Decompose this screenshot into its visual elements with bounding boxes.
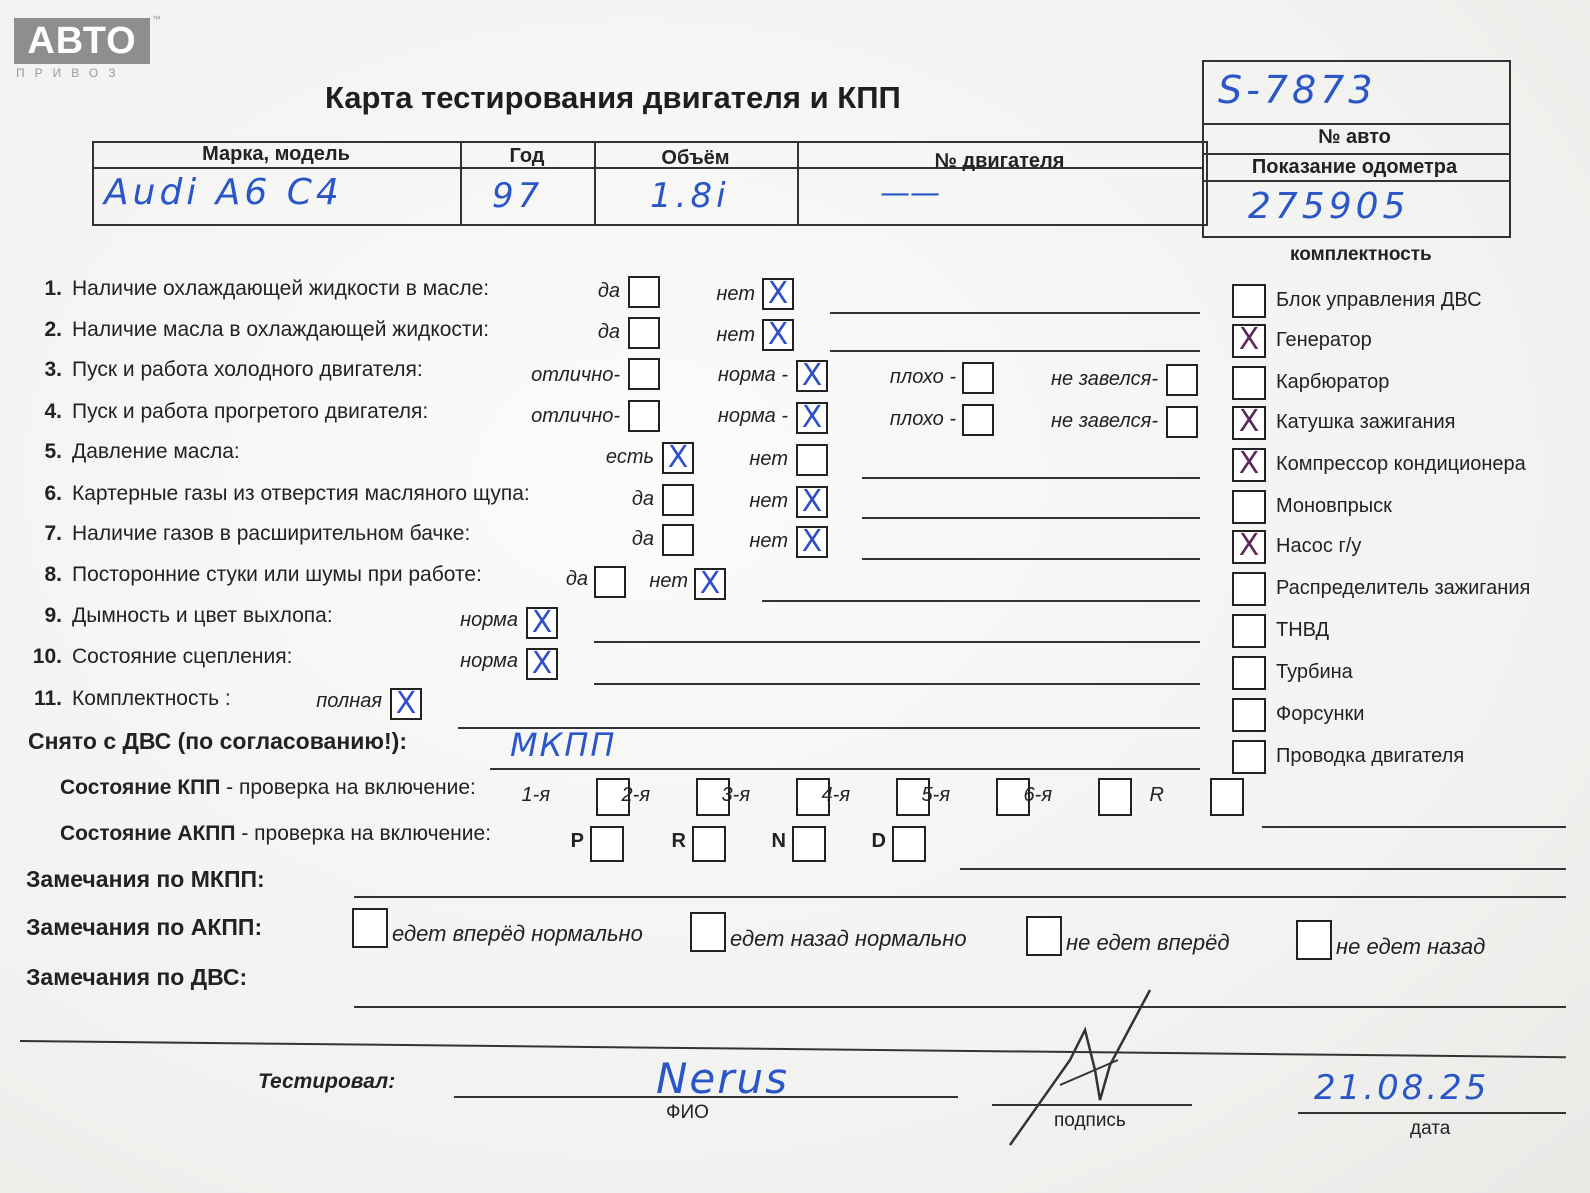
check-mark: X (801, 484, 823, 519)
odometer-value: 275905 (1248, 186, 1410, 227)
checkbox-11-full[interactable] (390, 688, 422, 720)
answer-line-8 (762, 600, 1200, 602)
car-number-divider (1202, 123, 1509, 125)
mkpp-label (60, 776, 476, 800)
item-label: Давление масла: (72, 440, 240, 463)
item-10 (28, 645, 292, 669)
tested-label: Тестировал: (258, 1070, 396, 1093)
check-mark: X (395, 686, 417, 721)
item-number: 8. (44, 563, 62, 586)
mkpp-line (1262, 826, 1566, 828)
akpp-label-rest: - проверка на включение: (235, 822, 492, 845)
date-value: 21.08.25 (1314, 1068, 1490, 1108)
completeness-checkbox[interactable] (1232, 698, 1266, 732)
car-number-label: № авто (1318, 126, 1391, 148)
completeness-item-label: Катушка зажигания (1276, 411, 1456, 433)
completeness-title: комплектность (1290, 244, 1432, 265)
answer-line-7 (862, 558, 1200, 560)
check-mark: X (801, 524, 823, 559)
odometer-label-divider (1202, 180, 1509, 182)
checkbox-3-not-started[interactable] (1166, 364, 1198, 396)
fio-line (454, 1096, 958, 1098)
option-bad: плохо - (889, 408, 956, 430)
odometer-label: Показание одометра (1251, 156, 1458, 178)
completeness-item-label: Блок управления ДВС (1276, 289, 1482, 311)
option-yes: да (597, 321, 620, 343)
mkpp-gear-label: 1-я (521, 784, 550, 806)
check-mark: X (801, 400, 823, 435)
answer-line-1 (830, 312, 1200, 314)
completeness-checkbox[interactable] (1232, 324, 1266, 358)
item-label: Пуск и работа прогретого двигателя: (72, 400, 429, 423)
akpp-gear-label: R (671, 830, 686, 852)
engine-number-value: —— (880, 176, 940, 211)
removed-label: Снято с ДВС (по согласованию!): (28, 728, 407, 754)
item-3 (28, 358, 423, 382)
remarks-extra-line (20, 1040, 1566, 1058)
checkbox-6-yes[interactable] (662, 484, 694, 516)
check-mark: X (531, 605, 553, 640)
checkbox-3-bad[interactable] (962, 362, 994, 394)
option-excellent: отлично- (531, 405, 620, 427)
item-label: Наличие газов в расширительном бачке: (72, 522, 471, 545)
item-label: Наличие масла в охлаждающей жидкости: (72, 318, 490, 341)
completeness-checkbox[interactable] (1232, 740, 1266, 774)
item-number: 4. (44, 400, 62, 423)
item-label: Наличие охлаждающей жидкости в масле: (72, 277, 490, 300)
completeness-checkbox[interactable] (1232, 490, 1266, 524)
completeness-checkbox[interactable] (1232, 530, 1266, 564)
remarks-mkpp-label: Замечания по МКПП: (26, 866, 265, 892)
akpp-option-no-forward: не едет вперёд (1066, 930, 1230, 955)
remarks-mkpp-line (354, 896, 1566, 898)
check-mark: X (1238, 322, 1260, 357)
check-mark: X (699, 566, 721, 601)
akpp-option-no-backward: не едет назад (1336, 934, 1486, 959)
akpp-gear-checkbox[interactable] (692, 826, 726, 862)
check-mark: X (531, 646, 553, 681)
item-label: Картерные газы из отверстия масляного щупа: (72, 482, 530, 505)
logo: АВТО (14, 18, 150, 64)
akpp-label-bold: Состояние АКПП (60, 822, 236, 845)
car-number-value: S-7873 (1218, 68, 1377, 112)
akpp-gear-checkbox[interactable] (792, 826, 826, 862)
mkpp-label-bold: Состояние КПП (60, 776, 221, 799)
logo-subtitle: ПРИВОЗ (16, 66, 126, 80)
check-mark: X (1238, 528, 1260, 563)
completeness-item-label: Компрессор кондиционера (1276, 453, 1526, 475)
item-label: Комплектность : (72, 687, 231, 710)
completeness-checkbox[interactable] (1232, 366, 1266, 400)
check-mark: X (1238, 446, 1260, 481)
akpp-line (960, 868, 1566, 870)
checkbox-2-yes[interactable] (628, 317, 660, 349)
option-bad: плохо - (889, 366, 956, 388)
option-yes: да (631, 528, 654, 550)
item-number: 2. (44, 318, 62, 341)
checkbox-akpp-no-backward[interactable] (1296, 920, 1332, 960)
item-number: 3. (44, 358, 62, 381)
item-number: 11. (33, 687, 62, 710)
option-excellent: отлично- (531, 364, 620, 386)
completeness-item-label: Проводка двигателя (1276, 745, 1465, 767)
completeness-checkbox[interactable] (1232, 614, 1266, 648)
item-8 (28, 563, 482, 587)
year-label: Год (509, 145, 545, 167)
removed-line (490, 768, 1200, 770)
checkbox-7-no[interactable] (796, 526, 828, 558)
completeness-item-label: Распределитель зажигания (1276, 577, 1531, 599)
option-yes: да (597, 280, 620, 302)
item-7 (28, 522, 470, 546)
item-5 (28, 440, 240, 464)
answer-line-9 (594, 641, 1200, 643)
akpp-gear-label: D (871, 830, 886, 852)
volume-label: Объём (661, 147, 730, 169)
year-value: 97 (492, 176, 544, 216)
option-no: нет (749, 448, 788, 470)
item-11 (28, 687, 231, 711)
checkbox-4-excellent[interactable] (628, 400, 660, 432)
checkbox-4-normal[interactable] (796, 402, 828, 434)
akpp-gear-label: N (771, 830, 786, 852)
completeness-item-label: Турбина (1276, 661, 1353, 683)
check-mark: X (767, 276, 789, 311)
answer-line-6 (862, 517, 1200, 519)
checkbox-3-normal[interactable] (796, 360, 828, 392)
item-number: 5. (44, 440, 62, 463)
option-no: нет (749, 530, 788, 552)
completeness-checkbox[interactable] (1232, 406, 1266, 440)
item-number: 6. (44, 482, 62, 505)
checkbox-1-yes[interactable] (628, 276, 660, 308)
akpp-option-forward-ok: едет вперёд нормально (392, 921, 643, 946)
checkbox-3-excellent[interactable] (628, 358, 660, 390)
removed-value: МКПП (510, 726, 617, 764)
answer-line-2 (830, 350, 1200, 352)
option-not-started: не завелся- (1051, 410, 1158, 432)
item-number: 1. (44, 277, 62, 300)
akpp-gear-label: P (570, 830, 584, 852)
remarks-akpp-label: Замечания по АКПП: (26, 914, 263, 940)
item-4 (28, 400, 428, 424)
mkpp-gear-label: 3-я (721, 784, 750, 806)
option-no: нет (749, 490, 788, 512)
item-number: 10. (32, 645, 62, 668)
page-title: Карта тестирования двигателя и КПП (325, 80, 901, 115)
option-full: полная (316, 690, 382, 712)
signature-scribble (1000, 980, 1200, 1170)
tester-name: Nerus (656, 1054, 790, 1103)
checkbox-akpp-no-forward[interactable] (1026, 916, 1062, 956)
mkpp-label-rest: - проверка на включение: (220, 776, 476, 799)
item-label: Дымность и цвет выхлопа: (72, 604, 333, 627)
completeness-checkbox[interactable] (1232, 284, 1266, 318)
akpp-gear-checkbox[interactable] (892, 826, 926, 862)
checkbox-8-yes[interactable] (594, 566, 626, 598)
option-no: нет (716, 324, 755, 346)
remarks-dvs-label: Замечания по ДВС: (26, 964, 248, 990)
option-not-started: не завелся- (1051, 368, 1158, 390)
odometer-divider (1202, 153, 1509, 155)
checkbox-4-bad[interactable] (962, 404, 994, 436)
completeness-item-label: Карбюратор (1276, 371, 1390, 393)
completeness-item-label: Моновпрыск (1276, 495, 1392, 517)
option-no: нет (649, 570, 688, 592)
checkbox-6-no[interactable] (796, 486, 828, 518)
completeness-item-label: ТНВД (1276, 619, 1330, 641)
logo-trademark: ™ (152, 14, 161, 24)
checkbox-5-no[interactable] (796, 444, 828, 476)
mkpp-gear-label: 6-я (1023, 784, 1052, 806)
date-label: дата (1410, 1118, 1451, 1139)
completeness-item-label: Форсунки (1276, 703, 1365, 725)
item-6 (28, 482, 530, 506)
option-yes: да (565, 568, 588, 590)
akpp-label (60, 822, 491, 846)
signature-label: подпись (1054, 1110, 1126, 1131)
mkpp-gear-checkbox[interactable] (1210, 778, 1244, 816)
option-normal: норма (460, 609, 518, 631)
fio-label: ФИО (666, 1102, 709, 1123)
checkbox-akpp-backward-ok[interactable] (690, 912, 726, 952)
mkpp-gear-label: 4-я (821, 784, 850, 806)
mkpp-gear-label: R (1149, 784, 1164, 806)
checkbox-2-no[interactable] (762, 319, 794, 351)
option-normal: норма - (717, 405, 788, 427)
checkbox-akpp-forward-ok[interactable] (352, 908, 388, 948)
answer-line-10 (594, 683, 1200, 685)
checkbox-4-not-started[interactable] (1166, 406, 1198, 438)
brand-label: Марка, модель (202, 143, 350, 165)
checkbox-9-normal[interactable] (526, 607, 558, 639)
remarks-dvs-line (354, 1006, 1566, 1008)
option-no: нет (716, 283, 755, 305)
item-2 (28, 318, 489, 342)
item-9 (28, 604, 333, 628)
option-yes: да (631, 488, 654, 510)
check-mark: X (667, 440, 689, 475)
item-number: 9. (44, 604, 62, 627)
checkbox-1-no[interactable] (762, 278, 794, 310)
item-number: 7. (44, 522, 62, 545)
checkbox-5-present[interactable] (662, 442, 694, 474)
completeness-item-label: Генератор (1276, 329, 1372, 351)
checkbox-7-yes[interactable] (662, 524, 694, 556)
mkpp-gear-label: 2-я (621, 784, 650, 806)
checkbox-10-normal[interactable] (526, 648, 558, 680)
volume-value: 1.8i (650, 176, 730, 216)
engine-number-label: № двигателя (934, 150, 1065, 172)
item-label: Состояние сцепления: (72, 645, 293, 668)
checkbox-8-no[interactable] (694, 568, 726, 600)
completeness-item-label: Насос г/у (1276, 535, 1362, 557)
akpp-gear-checkbox[interactable] (590, 826, 624, 862)
check-mark: X (801, 358, 823, 393)
check-mark: X (767, 317, 789, 352)
akpp-option-backward-ok: едет назад нормально (730, 926, 967, 951)
option-normal: норма - (717, 364, 788, 386)
answer-line-5 (862, 477, 1200, 479)
option-present: есть (605, 446, 654, 468)
completeness-checkbox[interactable] (1232, 572, 1266, 606)
completeness-checkbox[interactable] (1232, 448, 1266, 482)
check-mark: X (1238, 404, 1260, 439)
mkpp-gear-label: 5-я (921, 784, 950, 806)
item-label: Пуск и работа холодного двигателя: (72, 358, 423, 381)
completeness-checkbox[interactable] (1232, 656, 1266, 690)
item-1 (28, 277, 489, 301)
date-line (1298, 1112, 1566, 1114)
brand-value: Audi A6 C4 (104, 172, 343, 213)
option-normal: норма (460, 650, 518, 672)
item-label: Посторонние стуки или шумы при работе: (72, 563, 482, 586)
